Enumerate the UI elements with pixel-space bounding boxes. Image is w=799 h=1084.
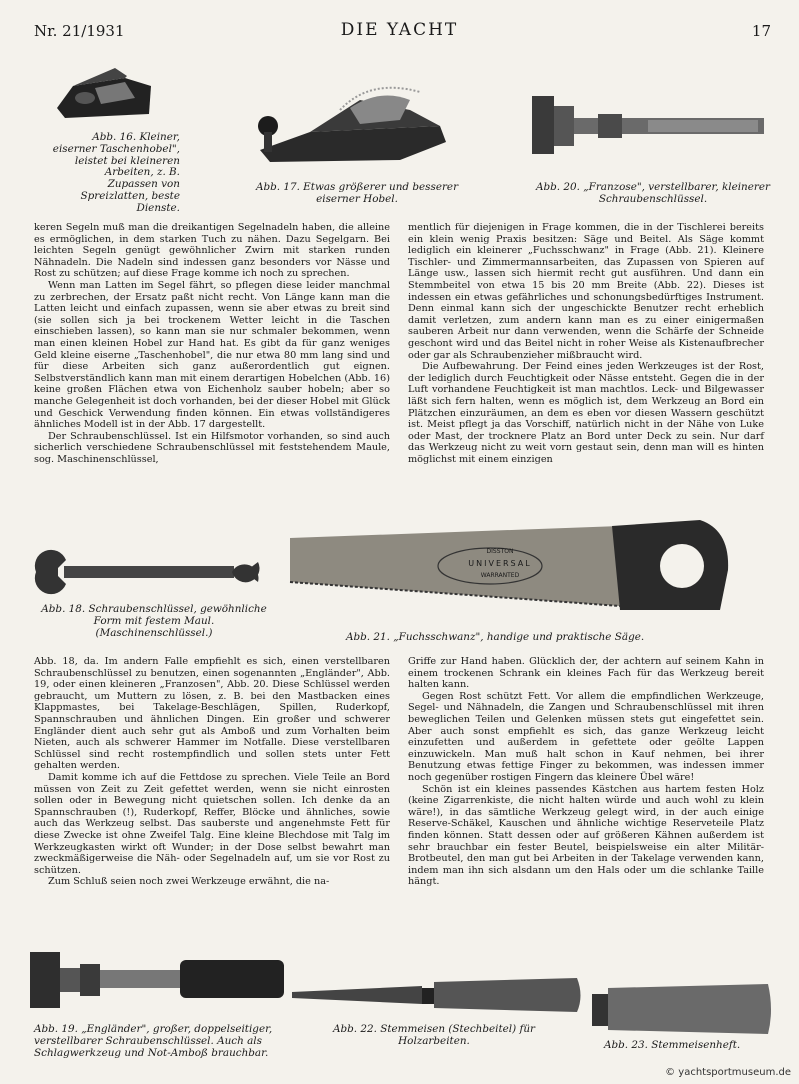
caption-abb22: Abb. 22. Stemmeisen (Stechbeitel) für Holzarbeiten. [333, 1023, 535, 1047]
caption-abb16: Abb. 16. Kleiner, eiserner Taschenhobel", leistet bei kleineren Arbeiten, z. B. Zupassen von Spreizlatten, beste Dienste. [52, 131, 180, 214]
upper-right-column [408, 222, 764, 465]
caption-abb17: Abb. 17. Etwas größerer und besserer eiserner Hobel. [255, 181, 459, 205]
saw-stamp-bottom: WARRANTED [480, 572, 520, 579]
chisel-handle-illustration [592, 984, 772, 1036]
caption-abb23: Abb. 23. Stemmeisenheft. [604, 1039, 741, 1051]
issue-number: Nr. 21/1931 [34, 22, 125, 40]
paragraph: Wenn man Latten im Segel fährt, so pflegen diese leider manchmal zu zerbrechen, der Ersatz paßt nicht recht. Von Länge kann man die Latten leicht und einfach zupassen, wenn sie aber etwas zu breit sind (sie sollen sich ja bei trockenem Wetter leicht in die Taschen einschieben lassen), so kann man sie nur schmaler bekommen, wenn man einen kleinen Hobel zur Hand hat. Es gibt da für ganz weniges Geld kleine eiserne „Taschenhobel", die nur etwa 80 mm lang sind und für diese Arbeiten sich ganz außerordentlich gut eignen. Selbstverständlich kann man mit einem derartigen Hobelchen (Abb. 16) keine großen Flächen etwa von Eichenholz sauber hobeln; aber so manche Gelegenheit ist doch vorhanden, bei der dieser Hobel mit Glück und Geschick Verwendung finden können. Ein etwas vollständigeres ähnliches Modell ist in der Abb. 17 dargestellt. [34, 279, 390, 431]
chisel-illustration [292, 976, 582, 1016]
paragraph: Die Aufbewahrung. Der Feind eines jeden Werkzeuges ist der Rost, der lediglich durch Feuchtigkeit oder Nässe entsteht. Gegen die in der Luft vorhandene Feuchtigkeit ist man machtlos. Leck- und Bilgewasser läßt sich fern halten, wenn es möglich ist, dem Werkzeug an Bord ein Plätzchen einzuräumen, an dem es eben vor diesen Wassern geschützt ist. Meist pflegt ja das Vorschiff, natürlich nicht in der Nähe von Luke oder Mast, der trocknere Platz an Bord unter Deck zu sein. Nur darf das Werkzeug nicht zu weit vorn gestaut sein, denn man will es hinten möglichst mit einem einzigen [408, 361, 764, 465]
monkey-wrench-illustration [30, 946, 290, 1016]
paragraph: Zum Schluß seien noch zwei Werkzeuge erwähnt, die na- [48, 876, 330, 888]
lower-right-column [408, 656, 764, 888]
paragraph: Gegen Rost schützt Fett. Vor allem die empfindlichen Werkzeuge, Segel- und Nähnadeln, die Zangen und Schraubenschlüssel mit ihren beweglichen Teilen und Gelenken müssen stets gut eingefettet sein. Aber auch sonst empfiehlt es sich, das ganze Werkzeug leicht einzufetten und außerdem in gefettete oder geölte Lappen einzuwickeln. Man muß halt schon in Kauf nehmen, bei ihrer Benutzung etwas fettige Finger zu bekommen, was indessen immer noch gegenüber rostigen Fingern das kleinere Übel wäre! [408, 690, 764, 783]
magazine-title: DIE YACHT [340, 20, 459, 40]
spanner-illustration [36, 552, 266, 592]
caption-abb19: Abb. 19. „Engländer", großer, doppelseitiger, verstellbarer Schraubenschlüssel. Auch als Schlagwerkzeug und Not-Amboß brauchbar. [34, 1023, 273, 1059]
plane-illustration [250, 80, 450, 170]
watermark: © yachtsportmuseum.de [665, 1067, 791, 1078]
pocket-plane-illustration [55, 58, 155, 128]
adjustable-wrench-illustration [528, 92, 768, 172]
caption-abb21: Abb. 21. „Fuchsschwanz", handige und praktische Säge. [346, 631, 645, 643]
paragraph: Damit komme ich auf die Fettdose zu sprechen. Viele Teile an Bord müssen von Zeit zu Zeit gefettet werden, wenn sie nicht einrosten sollen oder in Bewegung nicht quietschen sollen. Ich denke da an Spannschrauben (!), Ruderkopf, Reffer, Blöcke und ähnliches, sowie auch das Werkzeug selbst. Das sauberste und angenehmste Fett für diese Zwecke ist ohne Zweifel Talg. Eine kleine Blechdose mit Talg im Werkzeugkasten wirkt oft Wunder; in der Dose selbst bewahrt man zweckmäßigerweise die Näh- oder Segelnadeln auf, um sie vor Rost zu schützen. [34, 771, 390, 876]
saw-stamp-middle: UNIVERSAL [468, 559, 532, 568]
paragraph: mentlich für diejenigen in Frage kommen, die in der Tischlerei bereits ein klein wenig Praxis besitzen: Säge und Beitel. Als Säge kommt lediglich ein kleinerer „Fuchsschwanz" in Frage (Abb. 21). Kleinere Tischler- und Zimmermannsarbeiten, das Zupassen von Spieren auf Länge usw., lassen sich hiermit recht gut ausführen. Und dann ein Stemmbeitel von etwa 15 bis 20 mm Breite (Abb. 22). Dieses ist indessen ein etwas gefährliches und schonungsbedürftiges Instrument. Denn einmal kann sich der ungeschickte Benutzer recht erheblich damit verletzen, zum andern kann man es zu einer einigermaßen sauberen Arbeit nur dann verwenden, wenn die Schärfe der Schneide geschont wird und das Beitel nicht in roher Weise als Kistenaufbrecher oder gar als Schraubenzieher mißbraucht wird. [408, 222, 764, 361]
paragraph: Der Schraubenschlüssel. Ist ein Hilfsmotor vorhanden, so sind auch sicherlich verschiedene Schraubenschlüssel mit feststehendem Maule, sog. Maschinenschlüssel, [34, 430, 390, 465]
paragraph: keren Segeln muß man die dreikantigen Segelnadeln haben, die alleine es ermöglichen, in dem starken Tuch zu nähen. Dazu Segelgarn. Bei leichten Segeln genügt gewöhnlicher Zwirn mit starken runden Nähnadeln. Die Nadeln sind indessen ganz besonders vor Nässe und Rost zu schützen; auf diese Frage komme ich noch zu sprechen. [34, 222, 390, 280]
page-number: 17 [751, 22, 771, 40]
paragraph: Schön ist ein kleines passendes Kästchen aus hartem festen Holz (keine Zigarrenkiste, die nicht halten würde und auch wohl zu klein wäre!), in das sämtliche Werkzeug gelegt wird, in der auch einige Reserve-Schäkel, Kauschen und ähnliche wichtige Reserveteile Platz finden können. Statt dessen oder auf größeren Kähnen außerdem ist sehr brauchbar ein fester Beutel, beispielsweise ein alter Militär-Brotbeutel, den man gut bei Arbeiten in der Takelage verwenden kann, indem man ihn sich alsdann um den Hals oder um die schlanke Taille hängt. [408, 783, 764, 888]
caption-abb18: Abb. 18. Schraubenschlüssel, gewöhnliche Form mit festem Maul. (Maschinenschlüssel.) [41, 603, 267, 639]
paragraph: Griffe zur Hand haben. Glücklich der, der achtern auf seinem Kahn in einem trockenen Schrank ein kleines Fach für das Werkzeug bereit halten kann. [408, 656, 764, 691]
upper-left-column [34, 222, 390, 465]
lower-left-column [34, 656, 390, 888]
caption-abb20: Abb. 20. „Franzose", verstellbarer, kleinerer Schraubenschlüssel. [536, 181, 770, 205]
saw-stamp-top: DISSTON [486, 548, 514, 555]
paragraph: Abb. 18, da. Im andern Falle empfiehlt es sich, einen verstellbaren Schraubenschlüssel zu benutzen, einen sogenannten „Engländer", Abb. 19, oder einen kleineren „Franzosen", Abb. 20. Diese Schlüssel werden gebraucht, um Muttern zu lösen, z. B. bei den Mastbacken eines Klappmastes, bei Takelage-Beschlägen, Spillen, Ruderkopf, Spannschrauben und ähnlichen Dingen. Ein großer und schwerer Engländer dient auch sehr gut als Amboß und zum Vorhalten beim Nieten, auch als schwerer Hammer im Notfalle. Diese verstellbaren Schlüssel sind recht rostempfindlich und sollen stets unter Fett gehalten werden. [34, 656, 390, 772]
